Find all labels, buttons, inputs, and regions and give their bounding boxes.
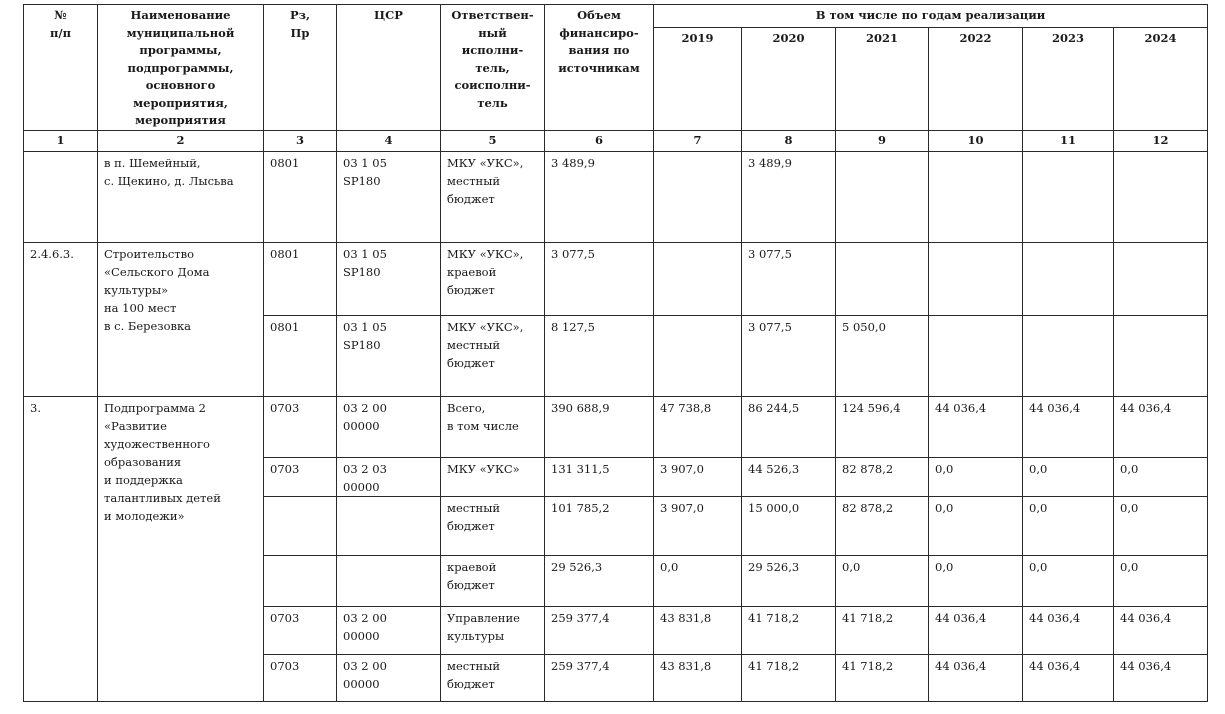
cell-rz-pr: 0703 <box>264 397 337 458</box>
cell-csr: 03 1 05 SP180 <box>337 316 441 397</box>
cell-year-2021: 41 718,2 <box>836 655 929 702</box>
cell-csr <box>337 556 441 607</box>
column-number: 2 <box>98 131 264 152</box>
cell-name: Строительство «Сельского Дома культуры» на 100 мест в с. Березовка <box>98 243 264 397</box>
cell-year-2023: 0,0 <box>1023 497 1114 556</box>
cell-year-2019: 0,0 <box>654 556 742 607</box>
cell-csr: 03 2 00 00000 <box>337 397 441 458</box>
cell-csr: 03 2 00 00000 <box>337 655 441 702</box>
cell-year-2022: 0,0 <box>929 458 1023 497</box>
cell-year-2019 <box>654 152 742 243</box>
column-number: 9 <box>836 131 929 152</box>
cell-year-2021: 82 878,2 <box>836 497 929 556</box>
budget-table <box>23 4 1208 702</box>
cell-year-2019: 43 831,8 <box>654 655 742 702</box>
cell-executor: МКУ «УКС», краевой бюджет <box>441 243 545 316</box>
cell-name: Подпрограмма 2 «Развитие художественного образования и поддержка талантливых детей и молодежи» <box>98 397 264 702</box>
cell-volume: 3 489,9 <box>545 152 654 243</box>
cell-year-2022 <box>929 243 1023 316</box>
cell-year-2023: 44 036,4 <box>1023 655 1114 702</box>
header-year-2020: 2020 <box>742 28 836 131</box>
cell-year-2022: 44 036,4 <box>929 397 1023 458</box>
cell-year-2024: 0,0 <box>1114 458 1208 497</box>
cell-rz-pr <box>264 556 337 607</box>
cell-rz-pr: 0801 <box>264 152 337 243</box>
cell-volume: 259 377,4 <box>545 607 654 655</box>
cell-year-2019: 3 907,0 <box>654 497 742 556</box>
column-number: 4 <box>337 131 441 152</box>
cell-year-2024: 0,0 <box>1114 497 1208 556</box>
cell-year-2022 <box>929 316 1023 397</box>
cell-rz-pr: 0703 <box>264 655 337 702</box>
cell-volume: 101 785,2 <box>545 497 654 556</box>
cell-year-2020: 86 244,5 <box>742 397 836 458</box>
column-number: 3 <box>264 131 337 152</box>
cell-year-2020: 41 718,2 <box>742 607 836 655</box>
cell-rz-pr: 0801 <box>264 316 337 397</box>
cell-volume: 8 127,5 <box>545 316 654 397</box>
header-years-group: В том числе по годам реализации <box>654 5 1208 28</box>
cell-volume: 3 077,5 <box>545 243 654 316</box>
cell-year-2024 <box>1114 243 1208 316</box>
cell-year-2021: 5 050,0 <box>836 316 929 397</box>
column-number: 10 <box>929 131 1023 152</box>
cell-year-2021 <box>836 152 929 243</box>
cell-year-2022 <box>929 152 1023 243</box>
cell-executor: МКУ «УКС», местный бюджет <box>441 152 545 243</box>
cell-year-2024: 44 036,4 <box>1114 397 1208 458</box>
cell-year-2023: 44 036,4 <box>1023 607 1114 655</box>
cell-volume: 390 688,9 <box>545 397 654 458</box>
cell-year-2020: 3 489,9 <box>742 152 836 243</box>
cell-year-2024 <box>1114 316 1208 397</box>
cell-year-2023: 44 036,4 <box>1023 397 1114 458</box>
cell-year-2020: 41 718,2 <box>742 655 836 702</box>
cell-year-2019: 43 831,8 <box>654 607 742 655</box>
cell-year-2021 <box>836 243 929 316</box>
cell-year-2019: 47 738,8 <box>654 397 742 458</box>
cell-year-2020: 29 526,3 <box>742 556 836 607</box>
table-row <box>24 152 1208 243</box>
column-number: 11 <box>1023 131 1114 152</box>
cell-year-2023 <box>1023 243 1114 316</box>
cell-year-2021: 82 878,2 <box>836 458 929 497</box>
cell-year-2020: 15 000,0 <box>742 497 836 556</box>
cell-year-2019: 3 907,0 <box>654 458 742 497</box>
column-number: 8 <box>742 131 836 152</box>
header-rz-pr: Рз, Пр <box>264 5 337 131</box>
cell-year-2023 <box>1023 316 1114 397</box>
cell-year-2023: 0,0 <box>1023 556 1114 607</box>
cell-rz-pr: 0703 <box>264 458 337 497</box>
cell-executor: краевой бюджет <box>441 556 545 607</box>
cell-num <box>24 152 98 243</box>
cell-rz-pr <box>264 497 337 556</box>
cell-year-2022: 44 036,4 <box>929 655 1023 702</box>
cell-year-2022: 0,0 <box>929 497 1023 556</box>
column-number: 7 <box>654 131 742 152</box>
cell-csr <box>337 497 441 556</box>
cell-year-2019 <box>654 243 742 316</box>
cell-year-2021: 0,0 <box>836 556 929 607</box>
cell-year-2023 <box>1023 152 1114 243</box>
header-year-2022: 2022 <box>929 28 1023 131</box>
cell-csr: 03 2 00 00000 <box>337 607 441 655</box>
header-year-2024: 2024 <box>1114 28 1208 131</box>
cell-year-2023: 0,0 <box>1023 458 1114 497</box>
header-financing-volume: Объем финансиро- вания по источникам <box>545 5 654 131</box>
cell-num: 3. <box>24 397 98 702</box>
cell-year-2024 <box>1114 152 1208 243</box>
column-number: 6 <box>545 131 654 152</box>
header-year-2021: 2021 <box>836 28 929 131</box>
table-row <box>24 397 1208 458</box>
column-number: 5 <box>441 131 545 152</box>
cell-year-2021: 124 596,4 <box>836 397 929 458</box>
cell-year-2021: 41 718,2 <box>836 607 929 655</box>
cell-executor: Всего, в том числе <box>441 397 545 458</box>
header-year-2019: 2019 <box>654 28 742 131</box>
cell-executor: местный бюджет <box>441 655 545 702</box>
cell-volume: 29 526,3 <box>545 556 654 607</box>
column-number: 1 <box>24 131 98 152</box>
table-row <box>24 243 1208 316</box>
cell-year-2024: 0,0 <box>1114 556 1208 607</box>
cell-executor: МКУ «УКС», местный бюджет <box>441 316 545 397</box>
cell-executor: местный бюджет <box>441 497 545 556</box>
cell-csr: 03 2 03 00000 <box>337 458 441 497</box>
column-number: 12 <box>1114 131 1208 152</box>
cell-year-2022: 44 036,4 <box>929 607 1023 655</box>
cell-rz-pr: 0703 <box>264 607 337 655</box>
cell-csr: 03 1 05 SP180 <box>337 243 441 316</box>
header-name: Наименование муниципальной программы, подпрограммы, основного мероприятия, мероприятия <box>98 5 264 131</box>
cell-volume: 259 377,4 <box>545 655 654 702</box>
cell-year-2020: 44 526,3 <box>742 458 836 497</box>
cell-year-2022: 0,0 <box>929 556 1023 607</box>
cell-name: в п. Шемейный, с. Щекино, д. Лысьва <box>98 152 264 243</box>
header-year-2023: 2023 <box>1023 28 1114 131</box>
header-csr: ЦСР <box>337 5 441 131</box>
cell-year-2019 <box>654 316 742 397</box>
cell-num: 2.4.6.3. <box>24 243 98 397</box>
header-num: № п/п <box>24 5 98 131</box>
cell-year-2020: 3 077,5 <box>742 243 836 316</box>
cell-executor: МКУ «УКС» <box>441 458 545 497</box>
cell-year-2024: 44 036,4 <box>1114 655 1208 702</box>
cell-executor: Управление культуры <box>441 607 545 655</box>
header-executor: Ответствен- ный исполни- тель, соисполни- тель <box>441 5 545 131</box>
cell-csr: 03 1 05 SP180 <box>337 152 441 243</box>
cell-rz-pr: 0801 <box>264 243 337 316</box>
cell-year-2020: 3 077,5 <box>742 316 836 397</box>
cell-volume: 131 311,5 <box>545 458 654 497</box>
cell-year-2024: 44 036,4 <box>1114 607 1208 655</box>
